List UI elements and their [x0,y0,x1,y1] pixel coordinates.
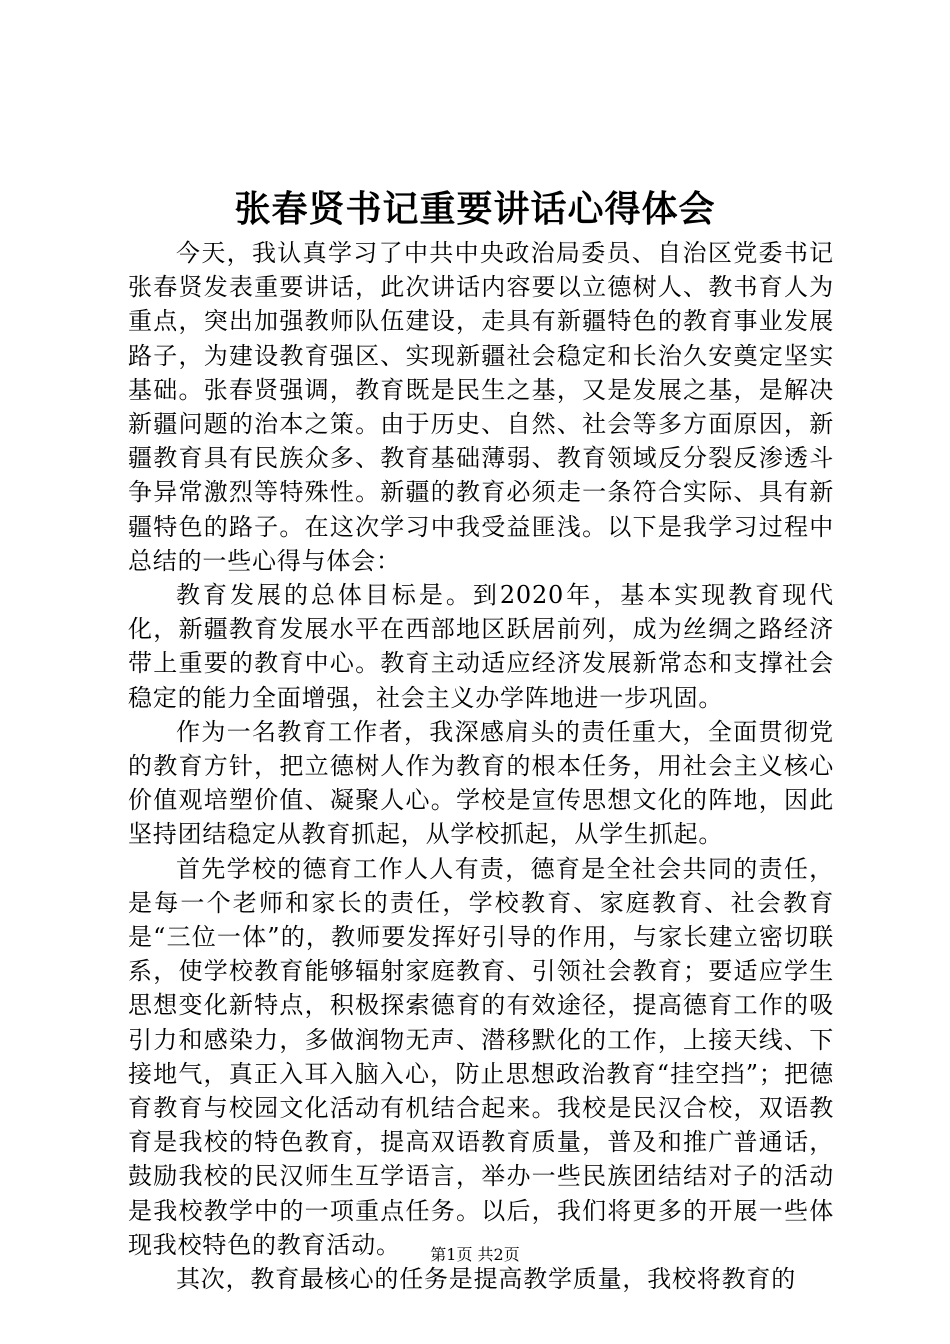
paragraph-goal: 教育发展的总体目标是。到2020年，基本实现教育现代化，新疆教育发展水平在西部地区跃居前列，成为丝绸之路经济带上重要的教育中心。教育主动适应经济发展新常态和支撑社会稳定的能力全面增强，社会主义办学阵地进一步巩固。 [128,581,834,712]
page-footer: 第1页 共2页 [430,1245,520,1264]
document-title: 张春贤书记重要讲话心得体会 [234,188,716,230]
paragraph-moral-education: 首先学校的德育工作人人有责，德育是全社会共同的责任，是每一个老师和家长的责任，学校教育、家庭教育、社会教育是“三位一体”的，教师要发挥好引导的作用，与家长建立密切联系，使学校教育能够辐射家庭教育、引领社会教育；要适应学生思想变化新特点，积极探索德育的有效途径，提高德育工作的吸引力和感染力，多做润物无声、潜移默化的工作，上接天线、下接地气，真正入耳入脑入心，防止思想政治教育“挂空挡”；把德育教育与校园文化活动有机结合起来。我校是民汉合校，双语教育是我校的特色教育，提高双语教育质量，普及和推广普通话，鼓励我校的民汉师生互学语言，举办一些民族团结结对子的活动是我校教学中的一项重点任务。以后，我们将更多的开展一些体现我校特色的教育活动。 [128,854,834,1259]
paragraph-responsibility: 作为一名教育工作者，我深感肩头的责任重大，全面贯彻党的教育方针，把立德树人作为教育的根本任务，用社会主义核心价值观培塑价值、凝聚人心。学校是宣传思想文化的阵地，因此坚持团结稳定从教育抓起，从学校抓起，从学生抓起。 [128,717,834,849]
document-body [128,236,834,1296]
paragraph-intro: 今天，我认真学习了中共中央政治局委员、自治区党委书记张春贤发表重要讲话，此次讲话内容要以立德树人、教书育人为重点，突出加强教师队伍建设，走具有新疆特色的教育事业发展路子，为建设教育强区、实现新疆社会稳定和长治久安奠定坚实基础。张春贤强调，教育既是民生之基，又是发展之基，是解决新疆问题的治本之策。由于历史、自然、社会等多方面原因，新疆教育具有民族众多、教育基础薄弱、教育领域反分裂反渗透斗争异常激烈等特殊性。新疆的教育必须走一条符合实际、具有新疆特色的路子。在这次学习中我受益匪浅。以下是我学习过程中总结的一些心得与体会： [128,239,834,575]
paragraph-teaching-quality: 其次，教育最核心的任务是提高教学质量，我校将教育的 [176,1265,796,1294]
